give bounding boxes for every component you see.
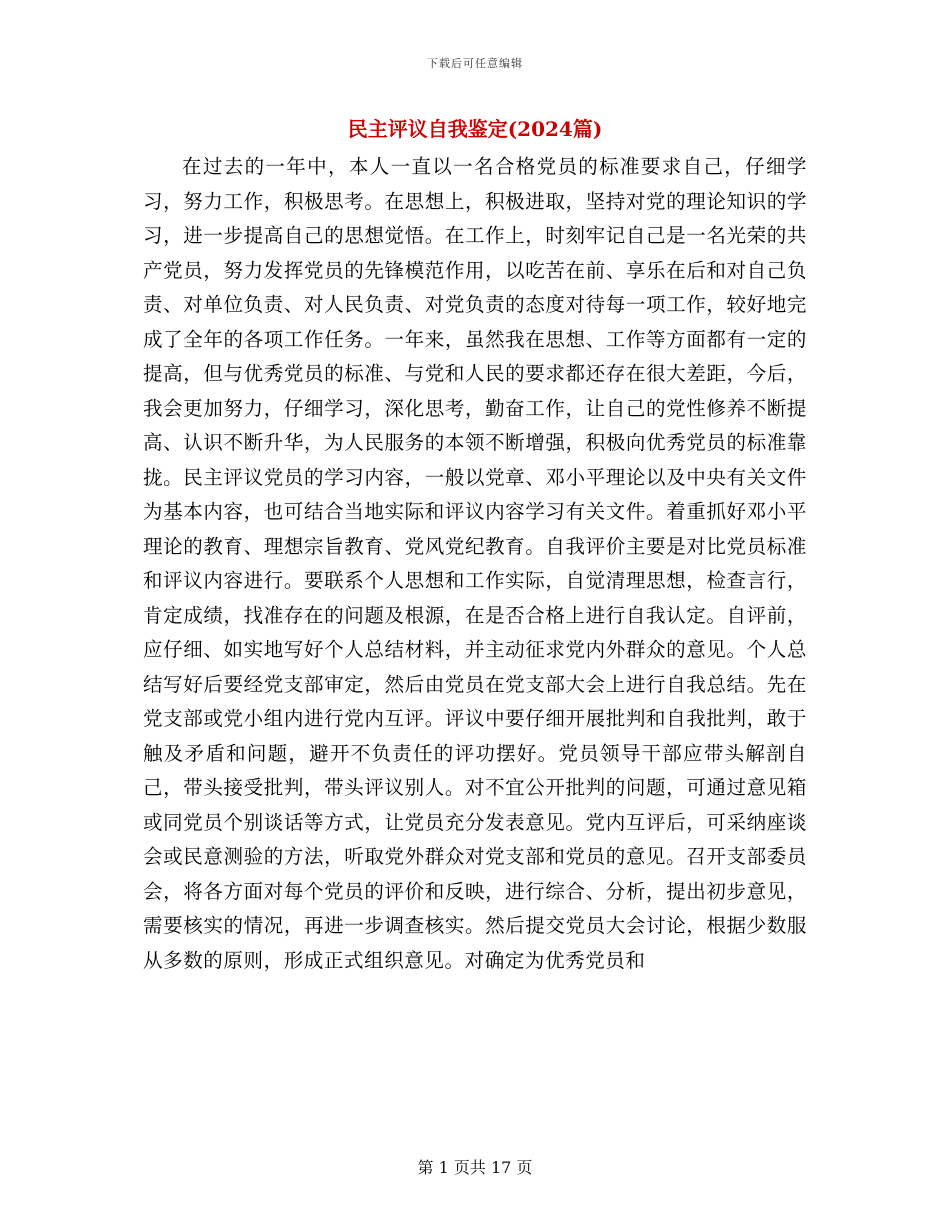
page-number-footer: 第 1 页共 17 页: [417, 1158, 533, 1177]
page-header-note: 下载后可任意编辑: [427, 57, 523, 70]
document-title: 民主评议自我鉴定(2024篇): [347, 117, 603, 141]
document-body-paragraph: 在过去的一年中，本人一直以一名合格党员的标准要求自己，仔细学习，努力工作，积极思考。在思想上，积极进取，坚持对党的理论知识的学习，进一步提高自己的思想觉悟。在工作上，时刻牢记自己是一名光荣的共产党员，努力发挥党员的先锋模范作用，以吃苦在前、享乐在后和对自己负责、对单位负责、对人民负责、对党负责的态度对待每一项工作，较好地完成了全年的各项工作任务。一年来，虽然我在思想、工作等方面都有一定的提高，但与优秀党员的标准、与党和人民的要求都还存在很大差距，今后，我会更加努力，仔细学习，深化思考，勤奋工作，让自己的党性修养不断提高、认识不断升华，为人民服务的本领不断增强，积极向优秀党员的标准靠拢。民主评议党员的学习内容，一般以党章、邓小平理论以及中央有关文件为基本内容，也可结合当地实际和评议内容学习有关文件。着重抓好邓小平理论的教育、理想宗旨教育、党风党纪教育。自我评价主要是对比党员标准和评议内容进行。要联系个人思想和工作实际，自觉清理思想，检查言行，肯定成绩，找准存在的问题及根源，在是否合格上进行自我认定。自评前，应仔细、如实地写好个人总结材料，并主动征求党内外群众的意见。个人总结写好后要经党支部审定，然后由党员在党支部大会上进行自我总结。先在党支部或党小组内进行党内互评。评议中要仔细开展批判和自我批判，敢于触及矛盾和问题，避开不负责任的评功摆好。党员领导干部应带头解剖自己，带头接受批判，带头评议别人。对不宜公开批判的问题，可通过意见箱或同党员个别谈话等方式，让党员充分发表意见。党内互评后，可采纳座谈会或民意测验的方法，听取党外群众对党支部和党员的意见。召开支部委员会，将各方面对每个党员的评价和反映，进行综合、分析，提出初步意见，需要核实的情况，再进一步调查核实。然后提交党员大会讨论，根据少数服从多数的原则，形成正式组织意见。对确定为优秀党员和: [143, 155, 807, 972]
